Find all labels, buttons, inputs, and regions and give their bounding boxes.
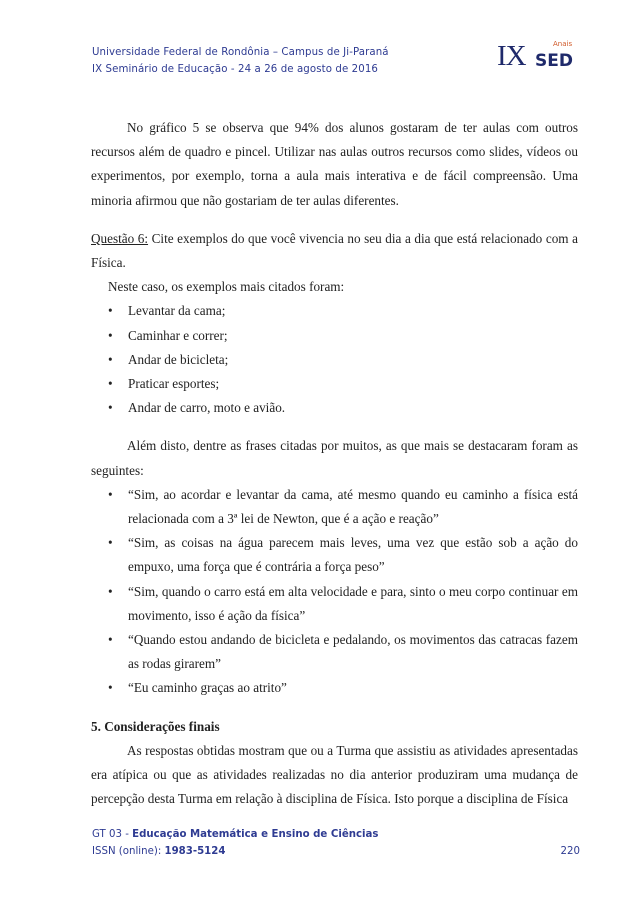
footer-issn: ISSN (online): 1983-5124 — [92, 846, 226, 857]
page-number: 220 — [560, 846, 580, 857]
paragraph-frases: Além disto, dentre as frases citadas por muitos, as que mais se destacaram foram as seguintes: — [91, 438, 578, 478]
list-item: • “Sim, as coisas na água parecem mais leves, uma vez que estão sob a ação do empuxo, uma força que é contrária a força peso” — [91, 531, 578, 579]
question-label: Questão 6: — [91, 230, 149, 246]
list-item: • Caminhar e correr; — [91, 324, 578, 348]
logo-anais: Anais — [553, 40, 573, 48]
page-footer — [92, 826, 580, 860]
bullet-icon: • — [108, 680, 113, 696]
page-header — [92, 44, 389, 78]
question-6 — [91, 227, 578, 275]
quotes-list — [91, 483, 578, 701]
list-item: • Levantar da cama; — [91, 299, 578, 323]
page-body — [91, 116, 578, 811]
list-item: • Praticar esportes; — [91, 372, 578, 396]
footer-gt: GT 03 - Educação Matemática e Ensino de Ciências — [92, 829, 379, 840]
bullet-icon: • — [108, 632, 113, 648]
bullet-icon: • — [108, 583, 113, 599]
section-title: 5. Considerações finais — [91, 718, 220, 734]
bullet-icon: • — [108, 400, 113, 416]
paragraph-grafico: No gráfico 5 se observa que 94% dos alunos gostaram de ter aulas com outros recursos além de quadro e pincel. Utilizar nas aulas outros recursos como slides, vídeos ou experimentos, por exemplo, torna a aula mais interativa e de fácil compreensão. Uma minoria afirmou que não gostariam de ter aulas diferentes. — [91, 120, 578, 208]
question-text: Cite exemplos do que você vivencia no seu dia a dia que está relacionado com a Física. — [91, 230, 578, 271]
logo-ix: IX — [497, 40, 526, 72]
bullet-icon: • — [108, 351, 113, 367]
header-seminar: IX Seminário de Educação - 24 a 26 de agosto de 2016 — [92, 64, 378, 75]
logo-sed: SED — [535, 51, 573, 71]
paragraph-consideracoes: As respostas obtidas mostram que ou a Turma que assistiu as atividades apresentadas era atípica ou que as atividades realizadas no dia anterior produziram uma mudança de percepção desta Turma em relação à disciplina de Física. Isto porque a disciplina de Física — [91, 742, 578, 807]
bullet-icon: • — [108, 376, 113, 392]
list-item: • Andar de carro, moto e avião. — [91, 396, 578, 420]
list-item: • “Sim, ao acordar e levantar da cama, até mesmo quando eu caminho a física está relacionada com a 3ª lei de Newton, que é a ação e reação” — [91, 483, 578, 531]
examples-lead: Neste caso, os exemplos mais citados foram: — [108, 279, 345, 295]
list-item: • “Eu caminho graças ao atrito” — [91, 676, 578, 700]
list-item: • Andar de bicicleta; — [91, 348, 578, 372]
bullet-icon: • — [108, 535, 113, 551]
header-university: Universidade Federal de Rondônia – Campus de Ji-Paraná — [92, 47, 389, 58]
bullet-icon: • — [108, 327, 113, 343]
bullet-icon: • — [108, 303, 113, 319]
list-item: • “Sim, quando o carro está em alta velocidade e para, sinto o meu corpo continuar em movimento, isso é ação da física” — [91, 580, 578, 628]
examples-list — [91, 299, 578, 420]
sed-logo — [497, 36, 579, 74]
bullet-icon: • — [108, 486, 113, 502]
list-item: • “Quando estou andando de bicicleta e pedalando, os movimentos das catracas fazem as rodas girarem” — [91, 628, 578, 676]
